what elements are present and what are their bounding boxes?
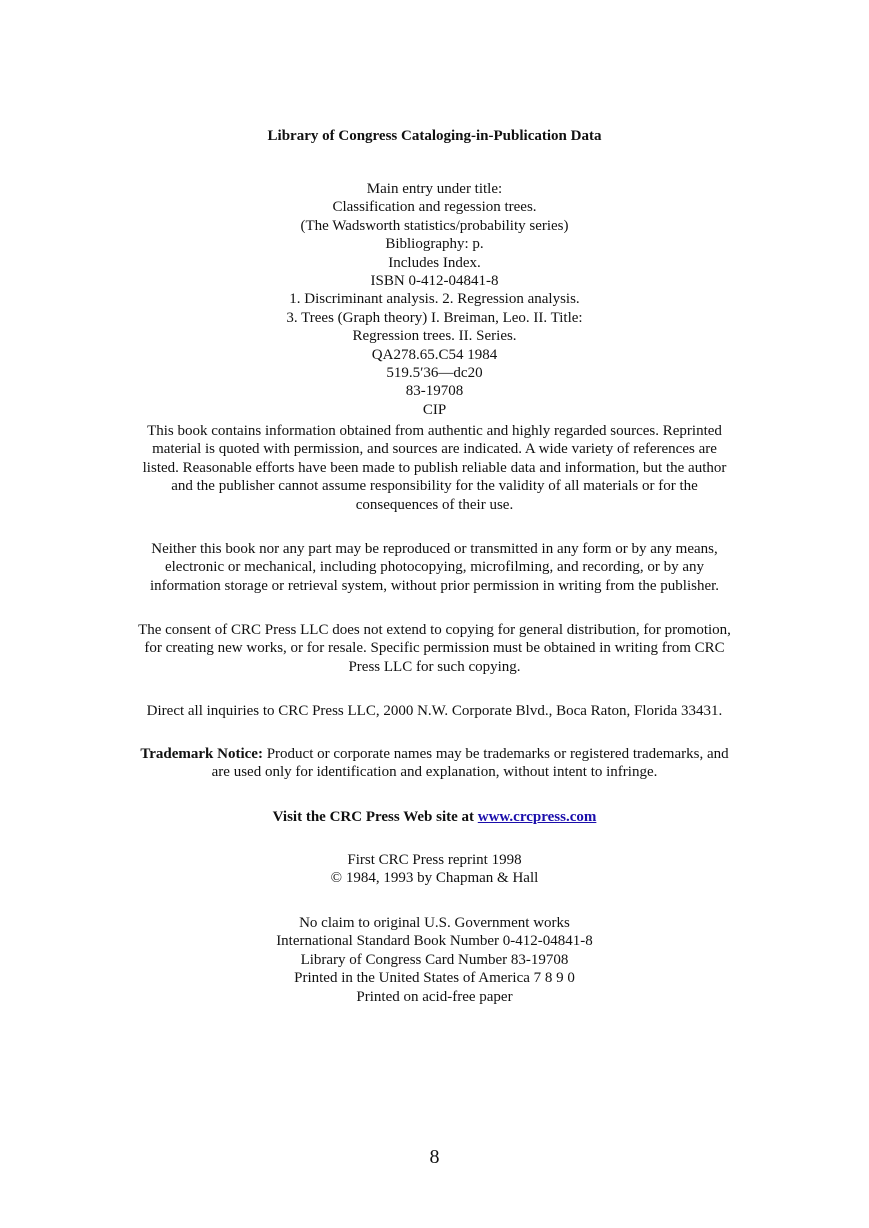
publication-line: International Standard Book Number 0-412-04841-8 — [276, 933, 593, 950]
cip-line: 83-19708 — [405, 383, 464, 400]
trademark-line-1 — [100, 745, 769, 763]
trademark-notice — [100, 745, 769, 782]
publication-info — [100, 914, 769, 1006]
reprint-line: First CRC Press reprint 1998 — [347, 852, 522, 868]
paragraph-line: information storage or retrieval system, without prior permission in writing from the publisher. — [149, 577, 720, 594]
website-line — [100, 808, 769, 826]
cip-record — [100, 180, 769, 419]
publication-line: Library of Congress Card Number 83-19708 — [300, 951, 569, 968]
cip-line: Bibliography: p. — [385, 236, 484, 253]
cip-line: (The Wadsworth statistics/probability series) — [300, 217, 569, 234]
paragraph-line: Neither this book nor any part may be reproduced or transmitted in any form or by any means, — [151, 541, 718, 557]
cip-line: CIP — [422, 401, 447, 418]
website-text: Visit the CRC Press Web site at — [272, 809, 478, 825]
publication-line: No claim to original U.S. Government works — [299, 915, 570, 931]
inquiries-paragraph — [100, 702, 769, 720]
paragraph-line: listed. Reasonable efforts have been made to publish reliable data and information, but the author — [142, 459, 727, 476]
trademark-text: Product or corporate names may be trademarks or registered trademarks, and — [262, 746, 729, 762]
cip-line: Classification and regession trees. — [332, 199, 537, 216]
paragraph-line: electronic or mechanical, including photocopying, microfilming, and recording, or by any — [164, 559, 704, 576]
paragraph-line: and the publisher cannot assume responsibility for the validity of all materials or for the — [171, 478, 698, 495]
cip-heading-text: Library of Congress Cataloging-in-Publication Data — [267, 128, 602, 144]
cip-line: 1. Discriminant analysis. 2. Regression analysis. — [289, 291, 580, 308]
paragraph-line: Direct all inquiries to CRC Press LLC, 2000 N.W. Corporate Blvd., Boca Raton, Florida 33431. — [146, 703, 723, 719]
trademark-line-2: are used only for identification and explanation, without intent to infringe. — [211, 764, 658, 781]
paragraph-line: The consent of CRC Press LLC does not extend to copying for general distribution, for promotion, — [138, 622, 731, 638]
page-number: 8 — [429, 1146, 440, 1168]
consent-paragraph — [100, 621, 769, 676]
cip-line: Main entry under title: — [366, 181, 503, 197]
cip-line: Includes Index. — [388, 254, 481, 271]
cip-line: 3. Trees (Graph theory) I. Breiman, Leo. II. Title: — [286, 309, 583, 326]
publication-line: Printed in the United States of America 7 8 9 0 — [294, 970, 575, 987]
cip-line: 519.5′36—dc20 — [386, 365, 483, 382]
reprint-info — [100, 851, 769, 888]
cip-line: QA278.65.C54 1984 — [371, 346, 498, 363]
website-link[interactable]: www.crcpress.com — [477, 809, 597, 825]
cip-heading — [100, 127, 769, 145]
trademark-label: Trademark Notice: — [140, 746, 263, 762]
paragraph-line: consequences of their use. — [355, 496, 514, 513]
copyright-line: © 1984, 1993 by Chapman & Hall — [330, 870, 539, 887]
sources-paragraph — [100, 422, 769, 514]
cip-line: ISBN 0-412-04841-8 — [370, 273, 499, 290]
cip-line: Regression trees. II. Series. — [352, 328, 517, 345]
paragraph-line: Press LLC for such copying. — [348, 658, 521, 675]
paragraph-line: for creating new works, or for resale. Specific permission must be obtained in writing from CRC — [144, 640, 725, 657]
paragraph-line: This book contains information obtained from authentic and highly regarded sources. Reprinted — [147, 423, 722, 439]
website-notice — [100, 808, 769, 826]
publication-line: Printed on acid-free paper — [356, 988, 513, 1005]
reproduction-paragraph — [100, 540, 769, 595]
paragraph-line: material is quoted with permission, and sources are indicated. A wide variety of references are — [152, 441, 717, 458]
